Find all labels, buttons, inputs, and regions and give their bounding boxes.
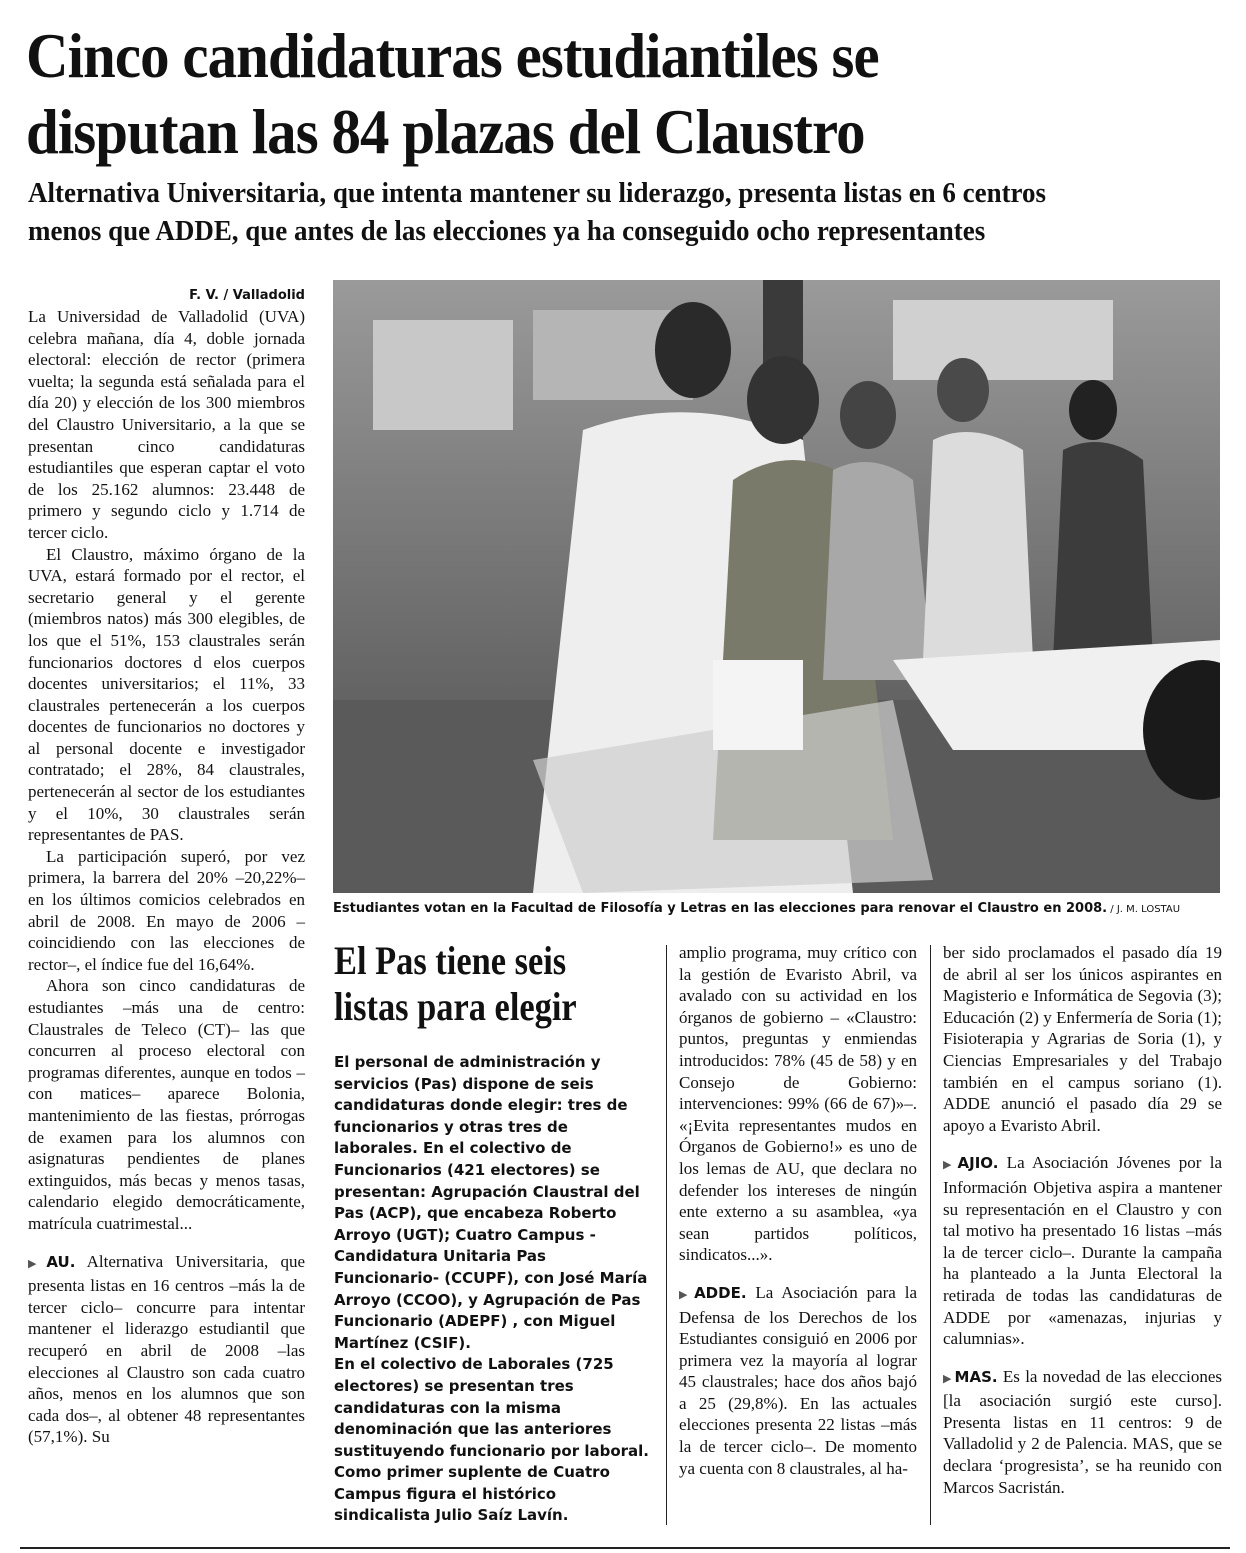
byline: F. V. / Valladolid <box>189 288 305 303</box>
paragraph: La participación superó, por vez primera, la barrera del 20% –20,22%– en los últimos comicios celebrados en abril de 2008. En mayo de 2006 –coincidiendo con las elecciones de rector–, el índice fue del 16,64%. <box>28 846 305 974</box>
section-text: Es la novedad de las elecciones [la asociación surgió este curso]. Presenta listas en 11 centros: 9 de Valladolid y 2 de Palencia. MAS, que se declara ‘progresista’, se ha reunido con Marcos Sacristán. <box>943 1366 1223 1497</box>
section-tag: ADDE. <box>694 1283 747 1302</box>
headline <box>26 18 1130 170</box>
sidebar-body <box>334 1052 654 1527</box>
section-text: La Asociación Jóvenes por la Información Objetiva aspira a mantener su representación en el Claustro y con tal motivo ha presentado 16 listas –más la de tercer ciclo–. Durante la campaña ha planteado a la Junta Electoral la retirada de todas las candidaturas de ADDE por «amenazas, injurias y calumnias». <box>943 1153 1223 1349</box>
section-tag: AJIO. <box>957 1154 999 1173</box>
photo-illustration <box>333 280 1220 893</box>
photo-credit: / J. M. LOSTAU <box>1107 904 1181 915</box>
section-au <box>28 1251 305 1448</box>
sidebar-paragraph: En el colectivo de Laborales (725 electores) se presentan tres candidaturas con la misma denominación que las anteriores sustituyendo funcionario por laboral. Como primer suplente de Cuatro Campus figura el histórico sindicalista Julio Saíz Lavín. <box>334 1355 650 1525</box>
paragraph: ber sido proclamados el pasado día 19 de abril al ser los únicos aspirantes en Magisterio e Informática de Segovia (3); Educación (2) y Enfermería de Soria (1); Fisioterapia y Agrarias de Soria (1), y Ciencias Empresariales y del Trabajo también en el campus soriano (1). ADDE anunció el pasado día 29 se apoyo a Evaristo Abril. <box>943 943 1222 1135</box>
section-tag: MAS. <box>954 1367 998 1386</box>
sidebar-paragraph: El personal de administración y servicios (Pas) dispone de seis candidaturas donde elegir: tres de funcionarios y otras tres de laborales. En el colectivo de Funcionarios (421 electores) se presentan: Agrupación Claustral del Pas (ACP), que encabeza Roberto Arroyo (UGT); Cuatro Campus -Candidatura Unitaria Pas Funcionario- (CCUPF), con José María Arroyo (CCOO), y Agrupación de Pas Funcionario (ADEPF) , con Miguel Martínez (CSIF). <box>334 1053 648 1352</box>
section-adde <box>679 1282 917 1479</box>
paragraph: El Claustro, máximo órgano de la UVA, estará formado por el rector, el secretario general y el gerente (miembros natos) más 300 elegibles, de los que el 51%, 153 claustrales serán funcionarios doctores d elos cuerpos docentes universitarios; el 11%, 33 claustrales pertenecerán a los cuerpos docentes de funcionarios no doctores y al personal docente e investigador contratado; el 28%, 84 claustrales, pertenecerán al sector de los estudiantes y el 10%, 30 claustrales serán representantes de PAS. <box>28 544 305 845</box>
article-column-3 <box>679 942 917 1479</box>
sidebar-title-line-2: listas para elegir <box>334 984 577 1029</box>
section-mas <box>943 1366 1222 1499</box>
column-divider <box>930 945 931 1525</box>
triangle-marker-icon: ▶ <box>943 1372 953 1385</box>
article-column-1 <box>28 286 305 1448</box>
deck-line-2: menos que ADDE, que antes de las elecciones ya ha conseguido ocho representantes <box>28 215 986 247</box>
column-divider <box>666 945 667 1525</box>
triangle-marker-icon: ▶ <box>679 1288 693 1301</box>
section-tag: AU. <box>46 1252 76 1271</box>
headline-line-1: Cinco candidaturas estudiantiles se <box>26 20 879 91</box>
section-ajio <box>943 1152 1222 1349</box>
headline-line-2: disputan las 84 plazas del Claustro <box>26 96 865 167</box>
paragraph: Ahora son cinco candidaturas de estudiantes –más una de centro: Claustrales de Teleco (CT)– las que concurren al proceso electoral con programas diferentes, aunque en todos –con matices– aparece Bolonia, mantenimiento de las fiestas, prórrogas de examen para los alumnos con asignaturas pendientes de planes extinguidos, más becas y menos tasas, calendario elegido democráticamente, matrícula cuatrimestal... <box>28 976 305 1233</box>
paragraph: La Universidad de Valladolid (UVA) celebra mañana, día 4, doble jornada electoral: elección de rector (primera vuelta; la segunda está señalada para el día 20) y elección de los 300 miembros del Claustro Universitario, a la que se presentan cinco candidaturas estudiantiles que esperan captar el voto de los 25.162 alumnos: 23.448 de primero y segundo ciclo y 1.714 de tercer ciclo. <box>28 307 305 542</box>
triangle-marker-icon: ▶ <box>943 1159 956 1172</box>
paragraph: amplio programa, muy crítico con la gestión de Evaristo Abril, va avalado con su actividad en los órganos de gobierno – «Claustro: puntos, preguntas y enmiendas introducidos: 78% (45 de 58) y en Consejo de Gobierno: intervenciones: 99% (66 de 67)»–. «¡Evita representantes mudos en Órganos de Gobierno!» es uno de los lemas de AU, que declara no defender los intereses de ningún ente externo a su asamblea, «ya sean partidos políticos, sindicatos...». <box>679 943 917 1265</box>
photo-caption <box>333 900 1223 919</box>
deck-subheadline <box>28 174 1144 250</box>
caption-text: Estudiantes votan en la Facultad de Filosofía y Letras en las elecciones para renovar el Claustro en 2008. <box>333 901 1108 916</box>
section-text: Alternativa Universitaria, que presenta listas en 16 centros –más la de tercer ciclo– concurre para intentar mantener el liderazgo estudiantil que recuperó en abril de 2008 –las elecciones al Claustro son cada cuatro años, menos en los alumnos que son cada dos–, al obtener 48 representantes (57,1%). Su <box>28 1251 305 1447</box>
article-column-4 <box>943 942 1222 1498</box>
triangle-marker-icon: ▶ <box>28 1257 45 1270</box>
bottom-rule <box>20 1547 1230 1549</box>
news-photo <box>333 280 1220 893</box>
sidebar-title-line-1: El Pas tiene seis <box>334 938 567 983</box>
section-text: La Asociación para la Defensa de los Derechos de los Estudiantes consiguió en 2006 por primera vez la mayoría al lograr 45 claustrales; hace dos años bajó a 25 (29,8%). En las actuales elecciones presenta 22 listas –más la de tercer ciclo–. De momento ya cuenta con 8 claustrales, al ha- <box>679 1282 917 1478</box>
deck-line-1: Alternativa Universitaria, que intenta mantener su liderazgo, presenta listas en 6 centros <box>28 177 1047 209</box>
sidebar-headline <box>334 938 618 1030</box>
